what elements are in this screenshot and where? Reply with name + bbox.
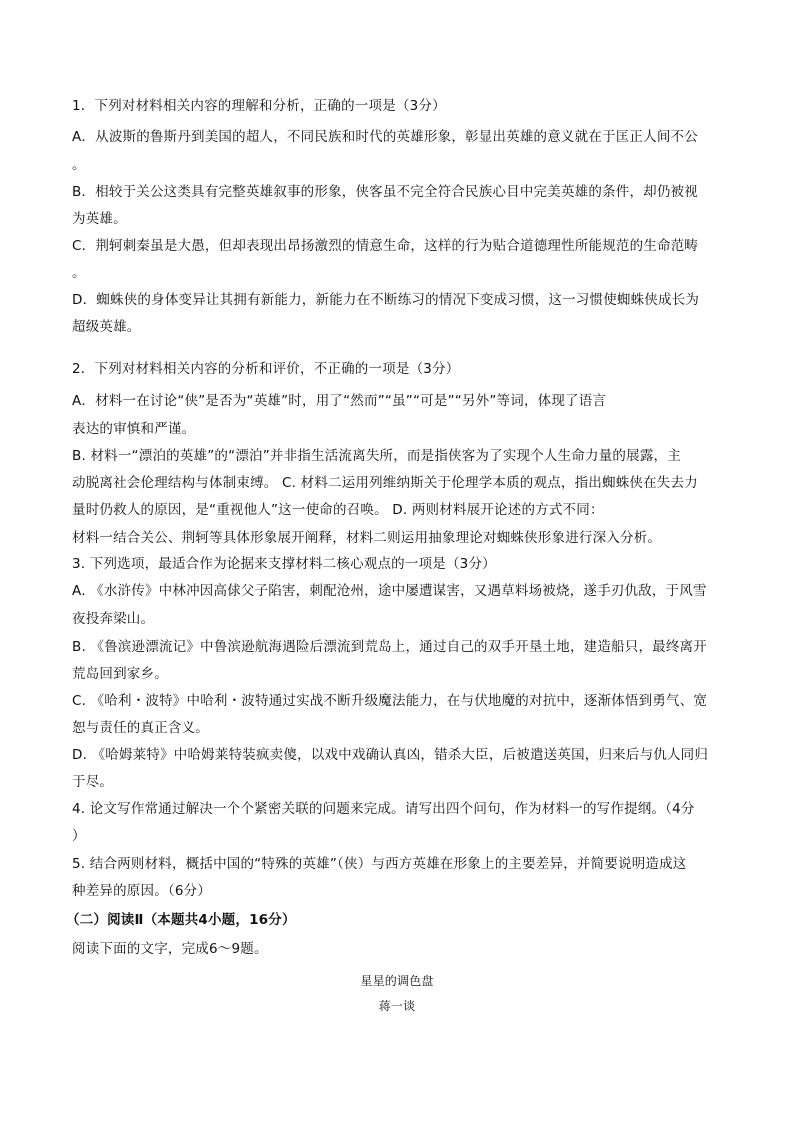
question-3-option-c-cont: 恕与责任的真正含义。 [72, 720, 209, 736]
question-4-stem-cont: ） [72, 828, 86, 844]
question-2-stem: 2．下列对材料相关内容的分析和评价，不正确的一项是（3分） [72, 361, 460, 377]
question-1-option-c-cont: 。 [72, 265, 86, 281]
question-1-option-a: A．从波斯的鲁斯丹到美国的超人，不同民族和时代的英雄形象，彰显出英雄的意义就在于匡正人间不公 [72, 129, 698, 145]
question-3-option-b: B. 《鲁滨逊漂流记》中鲁滨逊航海遇险后漂流到荒岛上，通过自己的双手开垦土地，建造船只，最终离开 [72, 639, 707, 655]
story-author: 蒋一谈 [378, 999, 416, 1013]
question-1-option-b-cont: 为英雄。 [72, 211, 127, 227]
question-1-option-a-cont: 。 [72, 157, 86, 173]
section-heading: （二）阅读Ⅱ（本题共4小题，16分） [66, 912, 296, 928]
question-1-option-b: B．相较于关公这类具有完整英雄叙事的形象，侠客虽不完全符合民族心目中完美英雄的条件，却仍被视 [72, 184, 698, 200]
question-5-stem: 5. 结合两则材料，概括中国的“特殊的英雄”（侠）与西方英雄在形象上的主要差异，并简要说明造成这 [72, 856, 687, 872]
question-3-option-c: C. 《哈利・波特》中哈利・波特通过实战不断升级魔法能力，在与伏地魔的对抗中，逐渐体悟到勇气、宽 [72, 693, 708, 709]
reading-instruction: 阅读下面的文字，完成6～9题。 [72, 941, 268, 957]
question-3-option-d: D. 《哈姆莱特》中哈姆莱特装疯卖傻，以戏中戏确认真凶，错杀大臣，后被遣送英国，归来后与仇人同归 [72, 747, 709, 763]
question-4-stem: 4. 论文写作常通过解决一个个紧密关联的问题来完成。请写出四个问句，作为材料一的写作提纲。（4分 [72, 801, 695, 817]
question-1-option-d: D．蜘蛛侠的身体变异让其拥有新能力，新能力在不断练习的情况下变成习惯，这一习惯使蜘蛛侠成长为 [72, 292, 700, 308]
question-2-option-b: B. 材料一“漂泊的英雄”的“漂泊”并非指生活流离失所，而是指侠客为了实现个人生命力量的展露，主 [72, 448, 681, 464]
question-2-option-b-cont: 动脱离社会伦理结构与体制束缚。 C. 材料二运用列维纳斯关于伦理学本质的观点，指出蜘蛛侠在失去力 [72, 475, 698, 491]
question-5-stem-cont: 种差异的原因。（6分） [72, 883, 212, 899]
question-3-option-a-cont: 夜投奔梁山。 [72, 611, 155, 627]
question-2-option-c-cont: 量时仍救人的原因，是“重视他人”这一使命的召唤。 D. 两则材料展开论述的方式不同： [72, 502, 604, 518]
question-1-option-d-cont: 超级英雄。 [72, 319, 141, 335]
question-3-option-d-cont: 于尽。 [72, 774, 114, 790]
question-2-option-a: A．材料一在讨论“侠”是否为“英雄”时，用了“然而”“虽”“可是”“另外”等词，体现了语言 [72, 393, 607, 409]
question-1-stem: 1．下列对材料相关内容的理解和分析，正确的一项是（3分） [72, 98, 446, 114]
question-2-option-d-cont: 材料一结合关公、荆轲等具体形象展开阐释，材料二则运用抽象理论对蜘蛛侠形象进行深入分析。 [72, 530, 662, 546]
story-title: 星星的调色盘 [360, 974, 434, 988]
question-1-option-c: C．荆轲刺秦虽是大愚，但却表现出昂扬激烈的情意生命，这样的行为贴合道德理性所能规范的生命范畴 [72, 238, 699, 254]
question-3-option-a: A. 《水浒传》中林冲因高俅父子陷害，刺配沧州，途中屡遭谋害，又遇草料场被烧，遂手刃仇敌，于风雪 [72, 583, 707, 599]
question-3-option-b-cont: 荒岛回到家乡。 [72, 666, 168, 682]
question-3-stem: 3. 下列选项，最适合作为论据来支撑材料二核心观点的一项是（3分） [72, 556, 496, 572]
question-2-option-a-cont: 表达的审慎和严谨。 [72, 421, 196, 437]
